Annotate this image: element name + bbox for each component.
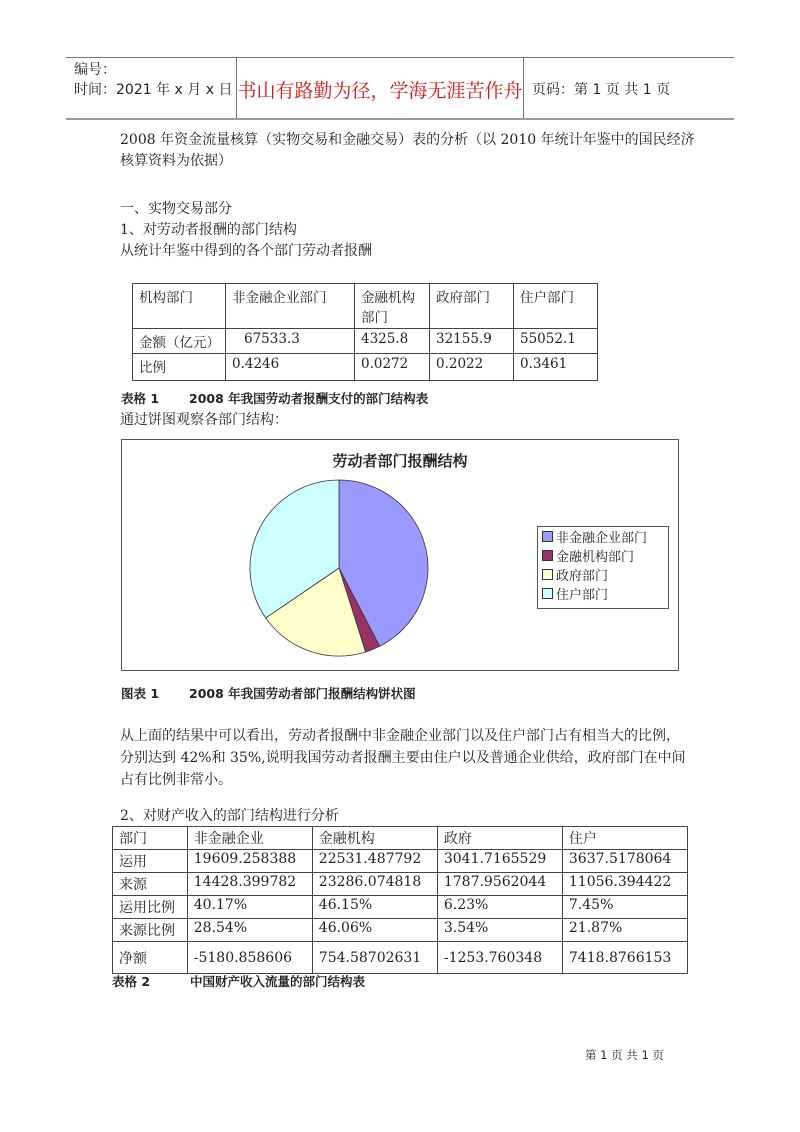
table2-caption bbox=[112, 972, 365, 990]
cell: 1787.9562044 bbox=[437, 873, 562, 896]
section-heading: 一、实物交易部分 bbox=[120, 201, 232, 217]
header-cell: 部门 bbox=[113, 827, 188, 850]
legend-label: 政府部门 bbox=[556, 569, 609, 584]
cell: 14428.399782 bbox=[187, 873, 312, 896]
header-cell: 机构部门 bbox=[133, 284, 226, 329]
header-cell: 政府部门 bbox=[430, 284, 514, 329]
cell: 3041.7165529 bbox=[437, 850, 562, 873]
subsection-desc: 从统计年鉴中得到的各个部门劳动者报酬 bbox=[120, 243, 372, 259]
cell: 来源 bbox=[113, 873, 188, 896]
legend-swatch bbox=[542, 531, 553, 542]
cell: 754.58702631 bbox=[312, 942, 437, 974]
paragraph-line: 占有比例非常小。 bbox=[120, 772, 232, 788]
cell: 28.54% bbox=[187, 919, 312, 942]
table-row bbox=[113, 850, 688, 873]
cell: 19609.258388 bbox=[187, 850, 312, 873]
legend-item bbox=[538, 565, 668, 584]
legend-swatch bbox=[542, 569, 553, 580]
header-cell: 金融机构 bbox=[312, 827, 437, 850]
table-row bbox=[113, 896, 688, 919]
cell: 净额 bbox=[113, 942, 188, 974]
subsection-heading: 2、对财产收入的部门结构进行分析 bbox=[120, 808, 339, 824]
cell: 55052.1 bbox=[514, 329, 598, 354]
cell: 32155.9 bbox=[430, 329, 514, 354]
caption-label: 表格 1 bbox=[121, 391, 160, 406]
header-cell: 非金融企业 bbox=[187, 827, 312, 850]
header-cell: 非金融企业部门 bbox=[226, 284, 355, 329]
legend-swatch bbox=[542, 588, 553, 599]
table-header-row bbox=[133, 284, 598, 329]
caption-label: 图表 1 bbox=[121, 686, 160, 701]
caption-text: 2008 年我国劳动者部门报酬结构饼状图 bbox=[189, 686, 416, 701]
legend-label: 金融机构部门 bbox=[556, 550, 635, 565]
table-header-row bbox=[113, 827, 688, 850]
table-row bbox=[113, 873, 688, 896]
table-row bbox=[133, 329, 598, 354]
page-header bbox=[66, 57, 734, 120]
cell: 11056.394422 bbox=[562, 873, 687, 896]
cell: 金额（亿元） bbox=[133, 329, 226, 354]
divider bbox=[523, 58, 524, 118]
paragraph-line: 分别达到 42%和 35%,说明我国劳动者报酬主要由住户以及普通企业供给，政府部门在中间 bbox=[120, 750, 686, 766]
cell: 3637.5178064 bbox=[562, 850, 687, 873]
header-cell: 住户 bbox=[562, 827, 687, 850]
cell: 67533.3 bbox=[226, 329, 355, 354]
number-label: 编号： bbox=[74, 62, 116, 78]
legend-item bbox=[538, 584, 668, 603]
cell: 6.23% bbox=[437, 896, 562, 919]
chart-caption bbox=[121, 684, 416, 702]
legend-label: 非金融企业部门 bbox=[556, 531, 648, 546]
cell: 3.54% bbox=[437, 919, 562, 942]
cell: 21.87% bbox=[562, 919, 687, 942]
legend-label: 住户部门 bbox=[556, 588, 609, 603]
legend-item bbox=[538, 527, 668, 546]
legend-swatch bbox=[542, 550, 553, 561]
labor-table bbox=[132, 283, 598, 381]
pie-chart bbox=[121, 439, 679, 671]
header-cell: 金融机构部门 bbox=[355, 284, 430, 329]
cell: 23286.074818 bbox=[312, 873, 437, 896]
motto: 书山有路勤为径，学海无涯苦作舟 bbox=[237, 80, 523, 102]
cell: -1253.760348 bbox=[437, 942, 562, 974]
cell: 运用比例 bbox=[113, 896, 188, 919]
table-row bbox=[113, 919, 688, 942]
caption-text: 2008 年我国劳动者报酬支付的部门结构表 bbox=[189, 391, 429, 406]
cell: 0.2022 bbox=[430, 354, 514, 381]
cell: 46.06% bbox=[312, 919, 437, 942]
cell: 0.3461 bbox=[514, 354, 598, 381]
table1-caption bbox=[121, 389, 428, 407]
cell: 7.45% bbox=[562, 896, 687, 919]
cell: 0.0272 bbox=[355, 354, 430, 381]
cell: 0.4246 bbox=[226, 354, 355, 381]
cell: 46.15% bbox=[312, 896, 437, 919]
table-row bbox=[113, 942, 688, 974]
cell: 比例 bbox=[133, 354, 226, 381]
paragraph-line: 从上面的结果中可以看出，劳动者报酬中非金融企业部门以及住户部门占有相当大的比例， bbox=[120, 728, 680, 744]
chart-title: 劳动者部门报酬结构 bbox=[332, 452, 468, 470]
cell: 4325.8 bbox=[355, 329, 430, 354]
header-cell: 政府 bbox=[437, 827, 562, 850]
property-income-table bbox=[112, 826, 688, 974]
cell: 来源比例 bbox=[113, 919, 188, 942]
caption-text: 中国财产收入流量的部门结构表 bbox=[190, 974, 366, 989]
page-footer: 第 1 页 共 1 页 bbox=[585, 1048, 664, 1062]
cell: 40.17% bbox=[187, 896, 312, 919]
chart-legend bbox=[537, 526, 669, 609]
cell: 7418.8766153 bbox=[562, 942, 687, 974]
title-line: 核算资料为依据） bbox=[120, 153, 232, 169]
header-cell: 住户部门 bbox=[514, 284, 598, 329]
cell: 运用 bbox=[113, 850, 188, 873]
caption-label: 表格 2 bbox=[112, 974, 151, 989]
cell: 22531.487792 bbox=[312, 850, 437, 873]
pie-intro: 通过饼图观察各部门结构： bbox=[120, 412, 288, 428]
legend-item bbox=[538, 546, 668, 565]
time-label: 时间：2021 年 x 月 x 日 bbox=[74, 82, 233, 98]
table-row bbox=[133, 354, 598, 381]
title-line: 2008 年资金流量核算（实物交易和金融交易）表的分析（以 2010 年统计年鉴中的国民经济 bbox=[120, 132, 695, 148]
page-label: 页码：第 1 页 共 1 页 bbox=[532, 82, 671, 98]
cell: -5180.858606 bbox=[187, 942, 312, 974]
subsection-heading: 1、对劳动者报酬的部门结构 bbox=[120, 222, 297, 238]
